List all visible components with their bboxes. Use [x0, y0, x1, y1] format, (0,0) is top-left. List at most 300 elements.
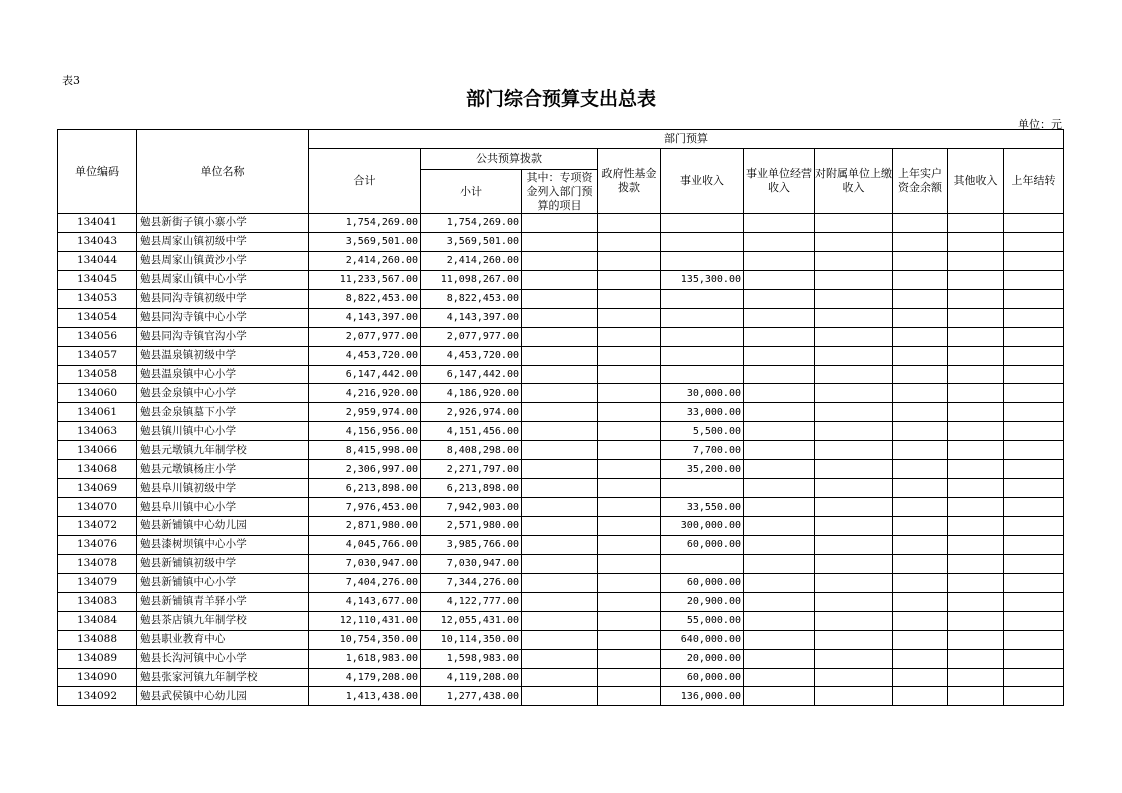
operating-income-cell: [744, 460, 815, 479]
special-funds-cell: [522, 517, 598, 536]
table-row: [58, 687, 1064, 706]
prev-balance-cell: [893, 498, 948, 517]
affiliated-income-cell: [815, 422, 893, 441]
affiliated-income-cell: [815, 498, 893, 517]
unit-name-cell: 勉县新铺镇青羊驿小学: [137, 592, 309, 611]
prev-balance-cell: [893, 592, 948, 611]
header-special-funds: 其中：专项资金列入部门预算的项目: [522, 170, 598, 214]
operating-income-cell: [744, 403, 815, 422]
unit-code-cell: 134044: [58, 251, 137, 270]
special-funds-cell: [522, 214, 598, 233]
other-income-cell: [948, 630, 1004, 649]
table-row: [58, 422, 1064, 441]
business-income-cell: 55,000.00: [661, 611, 744, 630]
prev-carryover-cell: [1004, 270, 1064, 289]
unit-code-cell: 134041: [58, 214, 137, 233]
unit-code-cell: 134061: [58, 403, 137, 422]
affiliated-income-cell: [815, 232, 893, 251]
total-cell: 4,143,677.00: [309, 592, 421, 611]
table-row: [58, 668, 1064, 687]
prev-balance-cell: [893, 535, 948, 554]
unit-name-cell: 勉县同沟寺镇官沟小学: [137, 327, 309, 346]
table-row: [58, 554, 1064, 573]
operating-income-cell: [744, 289, 815, 308]
affiliated-income-cell: [815, 384, 893, 403]
special-funds-cell: [522, 592, 598, 611]
subtotal-cell: 7,344,276.00: [421, 573, 522, 592]
prev-balance-cell: [893, 346, 948, 365]
subtotal-cell: 8,822,453.00: [421, 289, 522, 308]
header-operating-income: 事业单位经营收入: [744, 149, 815, 214]
business-income-cell: [661, 346, 744, 365]
prev-balance-cell: [893, 232, 948, 251]
unit-code-cell: 134072: [58, 517, 137, 536]
table-row: [58, 441, 1064, 460]
unit-name-cell: 勉县阜川镇中心小学: [137, 498, 309, 517]
unit-name-cell: 勉县金泉镇墓下小学: [137, 403, 309, 422]
prev-balance-cell: [893, 611, 948, 630]
operating-income-cell: [744, 308, 815, 327]
business-income-cell: [661, 214, 744, 233]
subtotal-cell: 8,408,298.00: [421, 441, 522, 460]
total-cell: 2,077,977.00: [309, 327, 421, 346]
other-income-cell: [948, 308, 1004, 327]
gov-fund-cell: [598, 592, 661, 611]
header-public-budget: 公共预算拨款: [421, 149, 598, 170]
table-row: [58, 498, 1064, 517]
other-income-cell: [948, 554, 1004, 573]
subtotal-cell: 2,077,977.00: [421, 327, 522, 346]
page-title: 部门综合预算支出总表: [465, 88, 656, 110]
prev-balance-cell: [893, 422, 948, 441]
special-funds-cell: [522, 403, 598, 422]
total-cell: 11,233,567.00: [309, 270, 421, 289]
business-income-cell: 60,000.00: [661, 668, 744, 687]
prev-carryover-cell: [1004, 498, 1064, 517]
prev-balance-cell: [893, 403, 948, 422]
operating-income-cell: [744, 232, 815, 251]
subtotal-cell: 7,942,903.00: [421, 498, 522, 517]
affiliated-income-cell: [815, 649, 893, 668]
other-income-cell: [948, 214, 1004, 233]
operating-income-cell: [744, 365, 815, 384]
operating-income-cell: [744, 422, 815, 441]
unit-name-cell: 勉县周家山镇黄沙小学: [137, 251, 309, 270]
table-row: [58, 649, 1064, 668]
business-income-cell: 136,000.00: [661, 687, 744, 706]
prev-carryover-cell: [1004, 289, 1064, 308]
affiliated-income-cell: [815, 365, 893, 384]
prev-balance-cell: [893, 384, 948, 403]
special-funds-cell: [522, 649, 598, 668]
operating-income-cell: [744, 346, 815, 365]
affiliated-income-cell: [815, 327, 893, 346]
table-row: [58, 289, 1064, 308]
unit-code-cell: 134078: [58, 554, 137, 573]
total-cell: 8,415,998.00: [309, 441, 421, 460]
business-income-cell: [661, 554, 744, 573]
unit-name-cell: 勉县武侯镇中心幼儿园: [137, 687, 309, 706]
header-prev-balance: 上年实户资金余额: [893, 149, 948, 214]
business-income-cell: [661, 327, 744, 346]
special-funds-cell: [522, 422, 598, 441]
special-funds-cell: [522, 308, 598, 327]
gov-fund-cell: [598, 232, 661, 251]
business-income-cell: 640,000.00: [661, 630, 744, 649]
subtotal-cell: 6,213,898.00: [421, 479, 522, 498]
affiliated-income-cell: [815, 592, 893, 611]
subtotal-cell: 2,271,797.00: [421, 460, 522, 479]
unit-code-cell: 134053: [58, 289, 137, 308]
affiliated-income-cell: [815, 460, 893, 479]
special-funds-cell: [522, 346, 598, 365]
business-income-cell: 135,300.00: [661, 270, 744, 289]
other-income-cell: [948, 346, 1004, 365]
total-cell: 2,959,974.00: [309, 403, 421, 422]
affiliated-income-cell: [815, 573, 893, 592]
special-funds-cell: [522, 270, 598, 289]
subtotal-cell: 6,147,442.00: [421, 365, 522, 384]
subtotal-cell: 11,098,267.00: [421, 270, 522, 289]
gov-fund-cell: [598, 611, 661, 630]
prev-carryover-cell: [1004, 517, 1064, 536]
unit-name-cell: 勉县周家山镇初级中学: [137, 232, 309, 251]
table-row: [58, 365, 1064, 384]
prev-carryover-cell: [1004, 479, 1064, 498]
header-gov-fund: 政府性基金拨款: [598, 149, 661, 214]
subtotal-cell: 3,985,766.00: [421, 535, 522, 554]
business-income-cell: [661, 479, 744, 498]
total-cell: 2,414,260.00: [309, 251, 421, 270]
table-row: [58, 346, 1064, 365]
special-funds-cell: [522, 441, 598, 460]
gov-fund-cell: [598, 422, 661, 441]
prev-balance-cell: [893, 668, 948, 687]
business-income-cell: 7,700.00: [661, 441, 744, 460]
unit-name-cell: 勉县张家河镇九年制学校: [137, 668, 309, 687]
operating-income-cell: [744, 251, 815, 270]
gov-fund-cell: [598, 327, 661, 346]
unit-code-cell: 134083: [58, 592, 137, 611]
prev-carryover-cell: [1004, 460, 1064, 479]
unit-name-cell: 勉县元墩镇九年制学校: [137, 441, 309, 460]
affiliated-income-cell: [815, 214, 893, 233]
operating-income-cell: [744, 630, 815, 649]
table-row: [58, 384, 1064, 403]
operating-income-cell: [744, 668, 815, 687]
table-header: [58, 130, 1064, 214]
subtotal-cell: 2,571,980.00: [421, 517, 522, 536]
business-income-cell: 300,000.00: [661, 517, 744, 536]
header-affiliated-income: 对附属单位上缴收入: [815, 149, 893, 214]
unit-code-cell: 134068: [58, 460, 137, 479]
subtotal-cell: 2,926,974.00: [421, 403, 522, 422]
header-business-income: 事业收入: [661, 149, 744, 214]
gov-fund-cell: [598, 308, 661, 327]
header-other-income: 其他收入: [948, 149, 1004, 214]
affiliated-income-cell: [815, 403, 893, 422]
unit-code-cell: 134076: [58, 535, 137, 554]
prev-balance-cell: [893, 251, 948, 270]
prev-balance-cell: [893, 554, 948, 573]
prev-balance-cell: [893, 270, 948, 289]
unit-code-cell: 134063: [58, 422, 137, 441]
special-funds-cell: [522, 232, 598, 251]
unit-code-cell: 134092: [58, 687, 137, 706]
business-income-cell: 33,000.00: [661, 403, 744, 422]
gov-fund-cell: [598, 498, 661, 517]
gov-fund-cell: [598, 479, 661, 498]
gov-fund-cell: [598, 384, 661, 403]
prev-carryover-cell: [1004, 384, 1064, 403]
affiliated-income-cell: [815, 687, 893, 706]
prev-balance-cell: [893, 214, 948, 233]
affiliated-income-cell: [815, 308, 893, 327]
prev-balance-cell: [893, 479, 948, 498]
total-cell: 1,754,269.00: [309, 214, 421, 233]
other-income-cell: [948, 232, 1004, 251]
prev-carryover-cell: [1004, 251, 1064, 270]
prev-carryover-cell: [1004, 422, 1064, 441]
total-cell: 1,413,438.00: [309, 687, 421, 706]
gov-fund-cell: [598, 251, 661, 270]
other-income-cell: [948, 535, 1004, 554]
operating-income-cell: [744, 441, 815, 460]
subtotal-cell: 4,119,208.00: [421, 668, 522, 687]
subtotal-cell: 7,030,947.00: [421, 554, 522, 573]
header-total: 合计: [309, 149, 421, 214]
total-cell: 2,306,997.00: [309, 460, 421, 479]
operating-income-cell: [744, 573, 815, 592]
prev-carryover-cell: [1004, 687, 1064, 706]
other-income-cell: [948, 441, 1004, 460]
gov-fund-cell: [598, 214, 661, 233]
unit-code-cell: 134070: [58, 498, 137, 517]
header-dept-budget: 部门预算: [309, 130, 1064, 149]
gov-fund-cell: [598, 554, 661, 573]
subtotal-cell: 1,277,438.00: [421, 687, 522, 706]
operating-income-cell: [744, 327, 815, 346]
operating-income-cell: [744, 592, 815, 611]
operating-income-cell: [744, 270, 815, 289]
special-funds-cell: [522, 289, 598, 308]
subtotal-cell: 4,151,456.00: [421, 422, 522, 441]
prev-carryover-cell: [1004, 554, 1064, 573]
other-income-cell: [948, 668, 1004, 687]
unit-code-cell: 134058: [58, 365, 137, 384]
unit-name-cell: 勉县职业教育中心: [137, 630, 309, 649]
prev-balance-cell: [893, 441, 948, 460]
total-cell: 6,213,898.00: [309, 479, 421, 498]
special-funds-cell: [522, 687, 598, 706]
table-row: [58, 214, 1064, 233]
prev-carryover-cell: [1004, 611, 1064, 630]
special-funds-cell: [522, 251, 598, 270]
gov-fund-cell: [598, 535, 661, 554]
unit-name-cell: 勉县温泉镇初级中学: [137, 346, 309, 365]
special-funds-cell: [522, 460, 598, 479]
total-cell: 3,569,501.00: [309, 232, 421, 251]
prev-carryover-cell: [1004, 214, 1064, 233]
gov-fund-cell: [598, 460, 661, 479]
prev-carryover-cell: [1004, 573, 1064, 592]
unit-code-cell: 134089: [58, 649, 137, 668]
unit-name-cell: 勉县茶店镇九年制学校: [137, 611, 309, 630]
prev-carryover-cell: [1004, 630, 1064, 649]
business-income-cell: [661, 289, 744, 308]
unit-name-cell: 勉县温泉镇中心小学: [137, 365, 309, 384]
total-cell: 10,754,350.00: [309, 630, 421, 649]
special-funds-cell: [522, 535, 598, 554]
total-cell: 6,147,442.00: [309, 365, 421, 384]
prev-carryover-cell: [1004, 308, 1064, 327]
special-funds-cell: [522, 498, 598, 517]
other-income-cell: [948, 365, 1004, 384]
other-income-cell: [948, 649, 1004, 668]
prev-balance-cell: [893, 327, 948, 346]
prev-carryover-cell: [1004, 327, 1064, 346]
unit-code-cell: 134066: [58, 441, 137, 460]
gov-fund-cell: [598, 441, 661, 460]
header-unit-code: 单位编码: [58, 130, 137, 214]
gov-fund-cell: [598, 365, 661, 384]
unit-code-cell: 134057: [58, 346, 137, 365]
unit-name-cell: 勉县新铺镇中心幼儿园: [137, 517, 309, 536]
special-funds-cell: [522, 365, 598, 384]
affiliated-income-cell: [815, 270, 893, 289]
prev-carryover-cell: [1004, 232, 1064, 251]
unit-code-cell: 134043: [58, 232, 137, 251]
business-income-cell: [661, 232, 744, 251]
operating-income-cell: [744, 384, 815, 403]
gov-fund-cell: [598, 403, 661, 422]
unit-code-cell: 134054: [58, 308, 137, 327]
prev-balance-cell: [893, 649, 948, 668]
gov-fund-cell: [598, 517, 661, 536]
total-cell: 2,871,980.00: [309, 517, 421, 536]
business-income-cell: [661, 308, 744, 327]
prev-balance-cell: [893, 308, 948, 327]
total-cell: 4,156,956.00: [309, 422, 421, 441]
prev-carryover-cell: [1004, 365, 1064, 384]
unit-name-cell: 勉县元墩镇杨庄小学: [137, 460, 309, 479]
table-row: [58, 327, 1064, 346]
prev-balance-cell: [893, 630, 948, 649]
prev-carryover-cell: [1004, 668, 1064, 687]
business-income-cell: 5,500.00: [661, 422, 744, 441]
unit-label: 单位：元: [1018, 118, 1062, 131]
affiliated-income-cell: [815, 668, 893, 687]
unit-name-cell: 勉县同沟寺镇初级中学: [137, 289, 309, 308]
other-income-cell: [948, 611, 1004, 630]
business-income-cell: [661, 251, 744, 270]
table-row: [58, 403, 1064, 422]
header-prev-carryover: 上年结转: [1004, 149, 1064, 214]
unit-name-cell: 勉县长沟河镇中心小学: [137, 649, 309, 668]
unit-name-cell: 勉县新街子镇小寨小学: [137, 214, 309, 233]
total-cell: 7,030,947.00: [309, 554, 421, 573]
operating-income-cell: [744, 687, 815, 706]
header-unit-name: 单位名称: [137, 130, 309, 214]
prev-carryover-cell: [1004, 441, 1064, 460]
unit-code-cell: 134084: [58, 611, 137, 630]
prev-carryover-cell: [1004, 592, 1064, 611]
subtotal-cell: 12,055,431.00: [421, 611, 522, 630]
unit-name-cell: 勉县周家山镇中心小学: [137, 270, 309, 289]
special-funds-cell: [522, 630, 598, 649]
header-subtotal: 小计: [421, 170, 522, 214]
gov-fund-cell: [598, 289, 661, 308]
unit-name-cell: 勉县阜川镇初级中学: [137, 479, 309, 498]
unit-name-cell: 勉县金泉镇中心小学: [137, 384, 309, 403]
gov-fund-cell: [598, 668, 661, 687]
table-row: [58, 517, 1064, 536]
prev-balance-cell: [893, 687, 948, 706]
other-income-cell: [948, 573, 1004, 592]
table-row: [58, 535, 1064, 554]
business-income-cell: 60,000.00: [661, 573, 744, 592]
other-income-cell: [948, 403, 1004, 422]
table-row: [58, 308, 1064, 327]
unit-name-cell: 勉县漆树坝镇中心小学: [137, 535, 309, 554]
unit-name-cell: 勉县新铺镇初级中学: [137, 554, 309, 573]
affiliated-income-cell: [815, 346, 893, 365]
business-income-cell: 35,200.00: [661, 460, 744, 479]
table-row: [58, 479, 1064, 498]
unit-name-cell: 勉县新铺镇中心小学: [137, 573, 309, 592]
other-income-cell: [948, 327, 1004, 346]
prev-balance-cell: [893, 460, 948, 479]
other-income-cell: [948, 592, 1004, 611]
business-income-cell: 33,550.00: [661, 498, 744, 517]
subtotal-cell: 10,114,350.00: [421, 630, 522, 649]
total-cell: 8,822,453.00: [309, 289, 421, 308]
subtotal-cell: 4,186,920.00: [421, 384, 522, 403]
unit-code-cell: 134060: [58, 384, 137, 403]
special-funds-cell: [522, 554, 598, 573]
affiliated-income-cell: [815, 251, 893, 270]
total-cell: 4,216,920.00: [309, 384, 421, 403]
business-income-cell: 60,000.00: [661, 535, 744, 554]
affiliated-income-cell: [815, 630, 893, 649]
unit-code-cell: 134056: [58, 327, 137, 346]
table-body: [58, 214, 1064, 706]
business-income-cell: 20,000.00: [661, 649, 744, 668]
special-funds-cell: [522, 668, 598, 687]
gov-fund-cell: [598, 630, 661, 649]
gov-fund-cell: [598, 687, 661, 706]
affiliated-income-cell: [815, 554, 893, 573]
other-income-cell: [948, 687, 1004, 706]
subtotal-cell: 2,414,260.00: [421, 251, 522, 270]
operating-income-cell: [744, 498, 815, 517]
subtotal-cell: 3,569,501.00: [421, 232, 522, 251]
operating-income-cell: [744, 517, 815, 536]
special-funds-cell: [522, 479, 598, 498]
table-row: [58, 270, 1064, 289]
unit-name-cell: 勉县同沟寺镇中心小学: [137, 308, 309, 327]
table-row: [58, 573, 1064, 592]
special-funds-cell: [522, 611, 598, 630]
affiliated-income-cell: [815, 441, 893, 460]
prev-balance-cell: [893, 289, 948, 308]
gov-fund-cell: [598, 270, 661, 289]
other-income-cell: [948, 289, 1004, 308]
table-row: [58, 251, 1064, 270]
prev-carryover-cell: [1004, 403, 1064, 422]
unit-code-cell: 134088: [58, 630, 137, 649]
operating-income-cell: [744, 214, 815, 233]
